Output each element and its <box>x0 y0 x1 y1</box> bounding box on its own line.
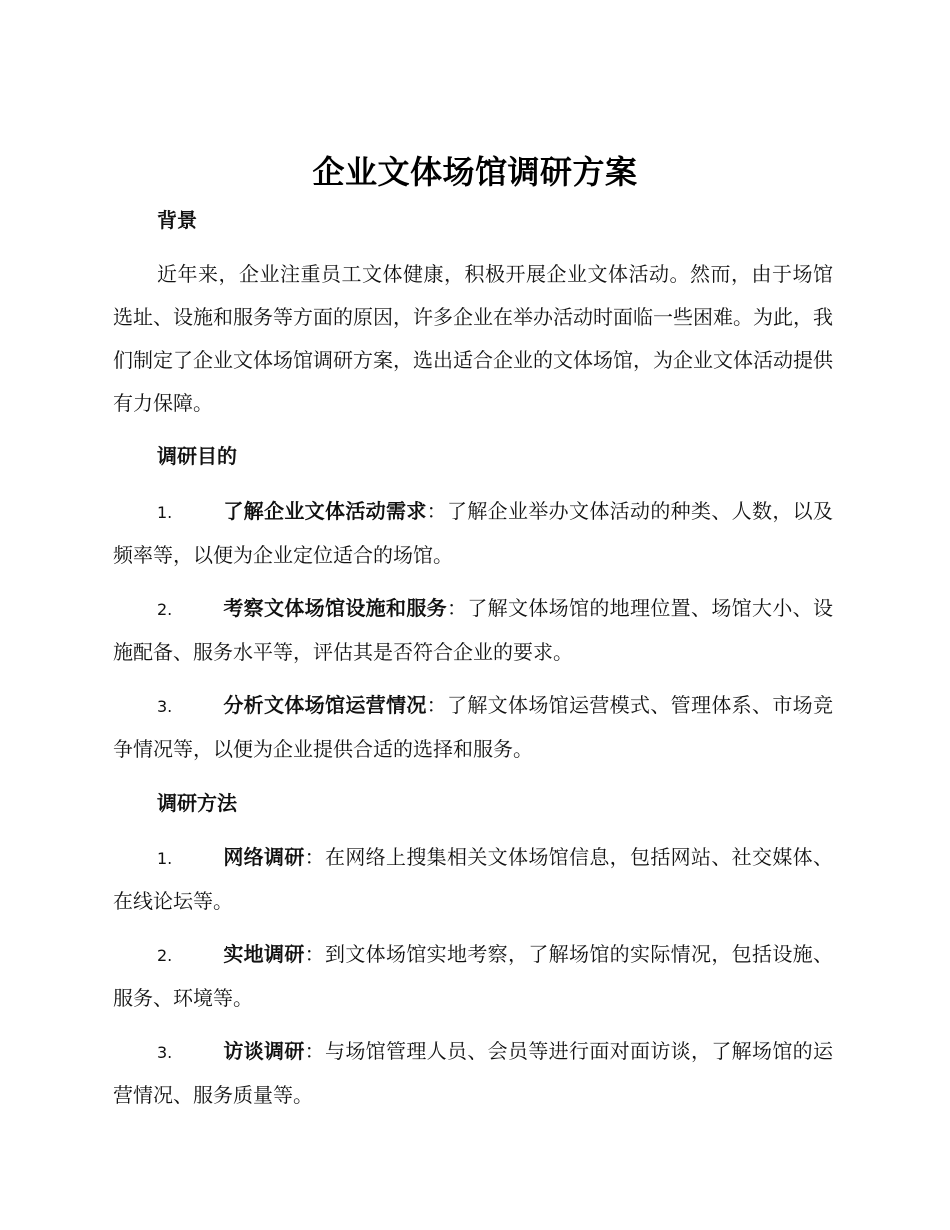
section-heading-purpose: 调研目的 <box>157 444 237 468</box>
purpose-item-3 <box>113 684 833 771</box>
list-term: 网络调研 <box>223 845 305 869</box>
purpose-item-2 <box>113 587 833 674</box>
list-text: ：在网络上搜集相关文体场馆信息，包括网站、社交媒体、在线论坛等。 <box>113 845 834 913</box>
document-title: 企业文体场馆调研方案 <box>312 153 638 191</box>
method-item-3 <box>113 1030 833 1117</box>
list-text: ：到文体场馆实地考察，了解场馆的实际情况，包括设施、服务、环境等。 <box>113 942 834 1010</box>
list-number: 1. <box>157 503 173 522</box>
section-heading-background: 背景 <box>157 208 197 232</box>
list-number: 2. <box>157 600 173 619</box>
list-text: ：了解企业举办文体活动的种类、人数，以及频率等，以便为企业定位适合的场馆。 <box>113 499 834 567</box>
list-term: 考察文体场馆设施和服务 <box>223 596 447 620</box>
list-number: 1. <box>157 849 173 868</box>
list-term: 实地调研 <box>223 942 305 966</box>
list-text: ：与场馆管理人员、会员等进行面对面访谈，了解场馆的运营情况、服务质量等。 <box>113 1039 834 1107</box>
background-paragraph: 近年来，企业注重员工文体健康，积极开展企业文体活动。然而，由于场馆选址、设施和服务等方面的原因，许多企业在举办活动时面临一些困难。为此，我们制定了企业文体场馆调研方案，选出适合企业的文体场馆，为企业文体活动提供有力保障。 <box>113 262 833 415</box>
list-term: 分析文体场馆运营情况 <box>223 693 427 717</box>
list-text: ：了解文体场馆的地理位置、场馆大小、设施配备、服务水平等，评估其是否符合企业的要求。 <box>113 596 833 664</box>
purpose-item-1 <box>113 490 833 577</box>
method-item-2 <box>113 933 833 1020</box>
method-item-1 <box>113 836 833 923</box>
list-term: 了解企业文体活动需求 <box>223 499 427 523</box>
section-heading-methods: 调研方法 <box>157 791 237 815</box>
list-text: ：了解文体场馆运营模式、管理体系、市场竞争情况等，以便为企业提供合适的选择和服务。 <box>113 693 834 761</box>
list-number: 3. <box>157 697 173 716</box>
list-number: 3. <box>157 1043 173 1062</box>
list-term: 访谈调研 <box>223 1039 305 1063</box>
list-number: 2. <box>157 946 173 965</box>
